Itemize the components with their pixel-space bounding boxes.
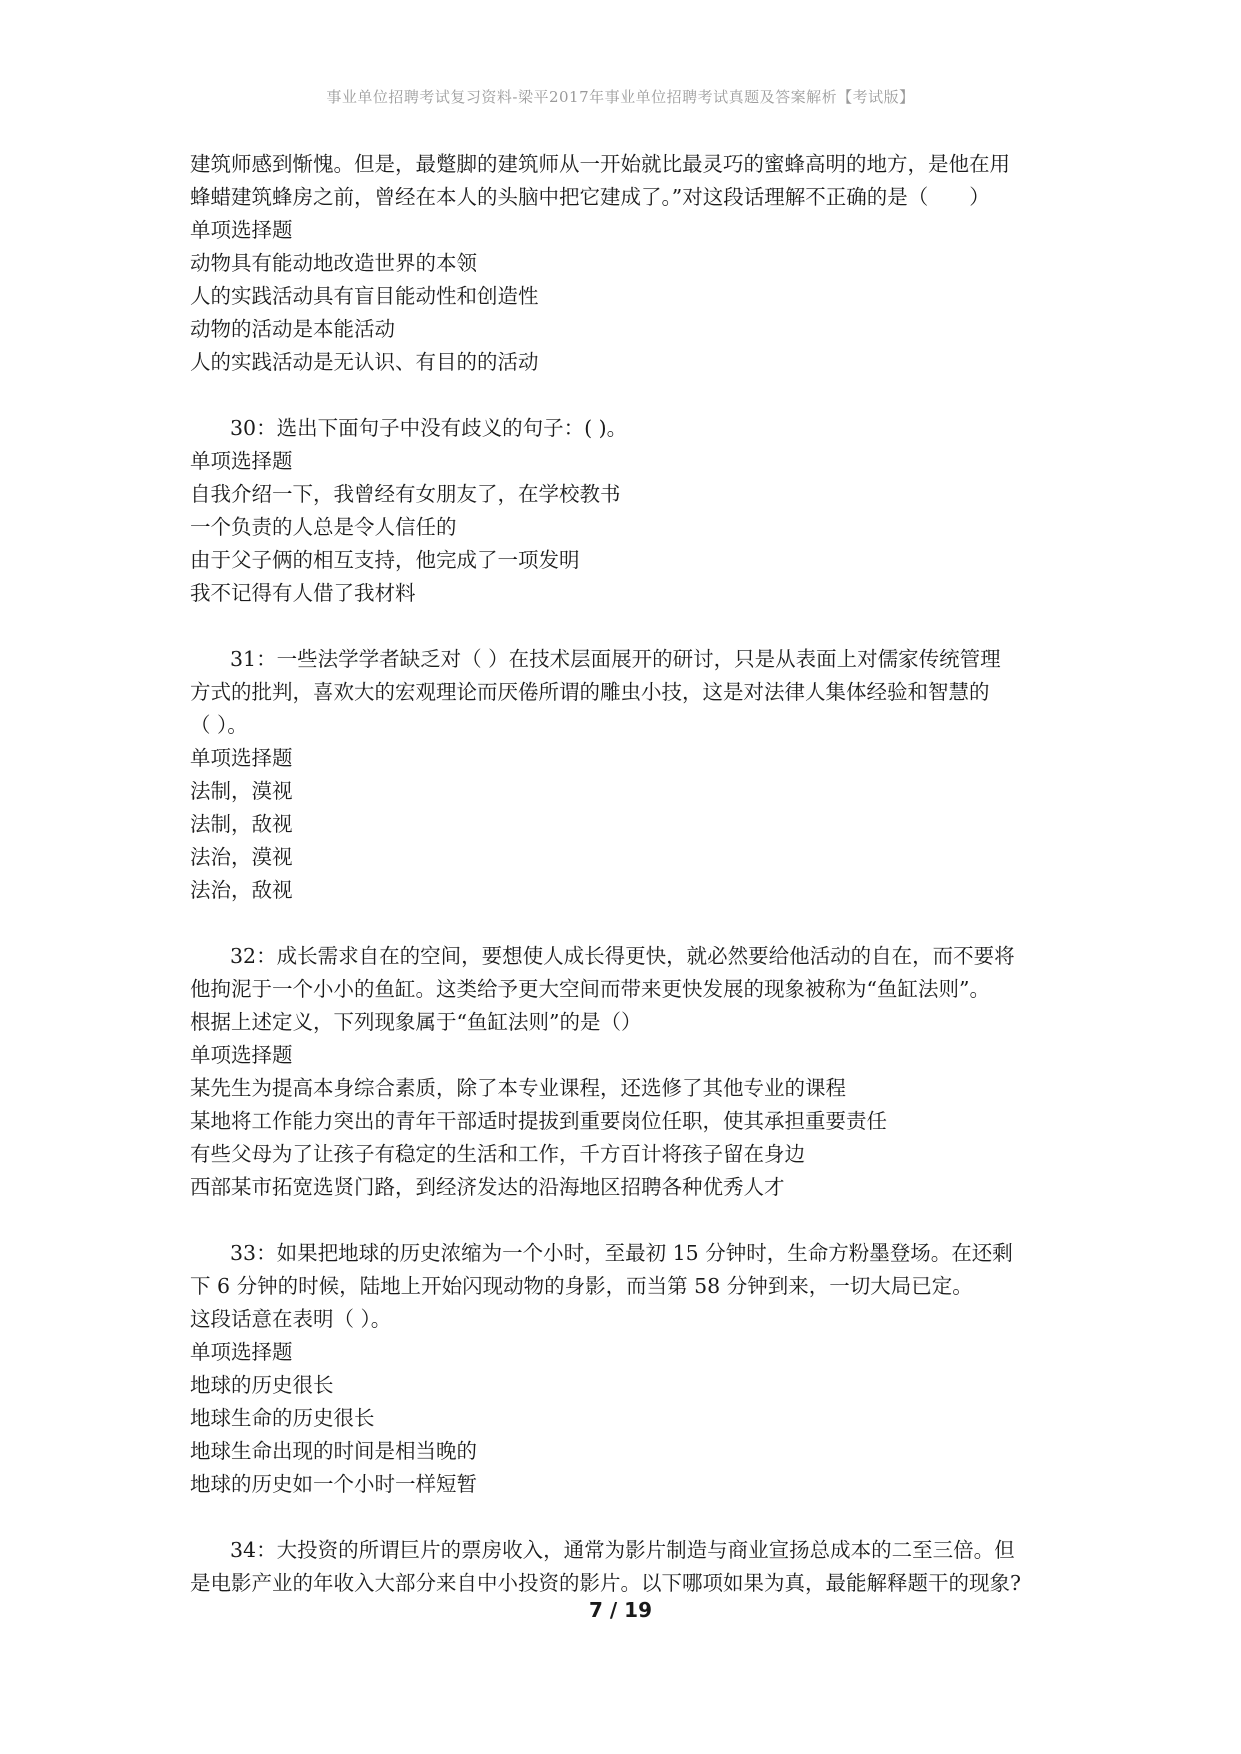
- option-d: 法治，敌视: [190, 878, 293, 902]
- question-stem-line: 30：选出下面句子中没有歧义的句子：( )。: [230, 416, 628, 440]
- question-type: 单项选择题: [190, 218, 293, 242]
- page-header: 事业单位招聘考试复习资料-梁平2017年事业单位招聘考试真题及答案解析【考试版】: [326, 88, 915, 106]
- option-a: 法制，漠视: [190, 779, 293, 803]
- question-stem-line: 这段话意在表明（ ）。: [190, 1307, 392, 1331]
- question-stem-line: 根据上述定义，下列现象属于“鱼缸法则”的是（）: [190, 1010, 642, 1034]
- option-d: 地球的历史如一个小时一样短暂: [190, 1472, 477, 1496]
- question-type: 单项选择题: [190, 1340, 293, 1364]
- option-c: 法治，漠视: [190, 845, 293, 869]
- option-b: 地球生命的历史很长: [190, 1406, 375, 1430]
- question-type: 单项选择题: [190, 1043, 293, 1067]
- question-type: 单项选择题: [190, 746, 293, 770]
- option-c: 地球生命出现的时间是相当晚的: [190, 1439, 477, 1463]
- option-a: 动物具有能动地改造世界的本领: [190, 251, 477, 275]
- option-a: 地球的历史很长: [190, 1373, 334, 1397]
- question-stem-line: 方式的批判，喜欢大的宏观理论而厌倦所谓的雕虫小技，这是对法律人集体经验和智慧的: [190, 680, 990, 704]
- option-c: 有些父母为了让孩子有稳定的生活和工作，千方百计将孩子留在身边: [190, 1142, 805, 1166]
- option-a: 自我介绍一下，我曾经有女朋友了，在学校教书: [190, 482, 621, 506]
- option-d: 人的实践活动是无认识、有目的的活动: [190, 350, 539, 374]
- question-stem-line: 33：如果把地球的历史浓缩为一个小时，至最初 15 分钟时，生命方粉墨登场。在还剩: [230, 1241, 1013, 1265]
- option-b: 某地将工作能力突出的青年干部适时提拔到重要岗位任职，使其承担重要责任: [190, 1109, 887, 1133]
- option-b: 人的实践活动具有盲目能动性和创造性: [190, 284, 539, 308]
- question-stem-line: 下 6 分钟的时候，陆地上开始闪现动物的身影，而当第 58 分钟到来，一切大局已定。: [190, 1274, 973, 1298]
- question-30: [190, 412, 1050, 610]
- option-d: 我不记得有人借了我材料: [190, 581, 416, 605]
- question-stem-line: 34：大投资的所谓巨片的票房收入，通常为影片制造与商业宣扬总成本的二至三倍。但: [230, 1538, 1015, 1562]
- question-32: [190, 940, 1050, 1204]
- document-body: [190, 148, 1050, 1600]
- question-stem-line: 蜂蜡建筑蜂房之前，曾经在本人的头脑中把它建成了。”对这段话理解不正确的是（ ）: [190, 185, 990, 209]
- question-stem-line: 他拘泥于一个小小的鱼缸。这类给予更大空间而带来更快发展的现象被称为“鱼缸法则”。: [190, 977, 990, 1001]
- option-a: 某先生为提高本身综合素质，除了本专业课程，还选修了其他专业的课程: [190, 1076, 846, 1100]
- option-d: 西部某市拓宽选贤门路，到经济发达的沿海地区招聘各种优秀人才: [190, 1175, 785, 1199]
- option-c: 动物的活动是本能活动: [190, 317, 395, 341]
- page-number: 7 / 19: [589, 1598, 652, 1622]
- question-stem-line: 建筑师感到惭愧。但是，最蹩脚的建筑师从一开始就比最灵巧的蜜蜂高明的地方，是他在用: [190, 152, 1010, 176]
- option-b: 法制，敌视: [190, 812, 293, 836]
- option-b: 一个负责的人总是令人信任的: [190, 515, 457, 539]
- question-34: [190, 1534, 1050, 1600]
- option-c: 由于父子俩的相互支持，他完成了一项发明: [190, 548, 580, 572]
- question-stem-line: 31：一些法学学者缺乏对（ ）在技术层面展开的研讨，只是从表面上对儒家传统管理: [230, 647, 1001, 671]
- question-29: [190, 148, 1050, 379]
- question-stem-line: 32：成长需求自在的空间，要想使人成长得更快，就必然要给他活动的自在，而不要将: [230, 944, 1015, 968]
- question-31: [190, 643, 1050, 907]
- question-33: [190, 1237, 1050, 1501]
- question-stem-line: （ ）。: [190, 713, 248, 737]
- question-stem-line: 是电影产业的年收入大部分来自中小投资的影片。以下哪项如果为真，最能解释题干的现象?: [190, 1571, 1021, 1595]
- question-type: 单项选择题: [190, 449, 293, 473]
